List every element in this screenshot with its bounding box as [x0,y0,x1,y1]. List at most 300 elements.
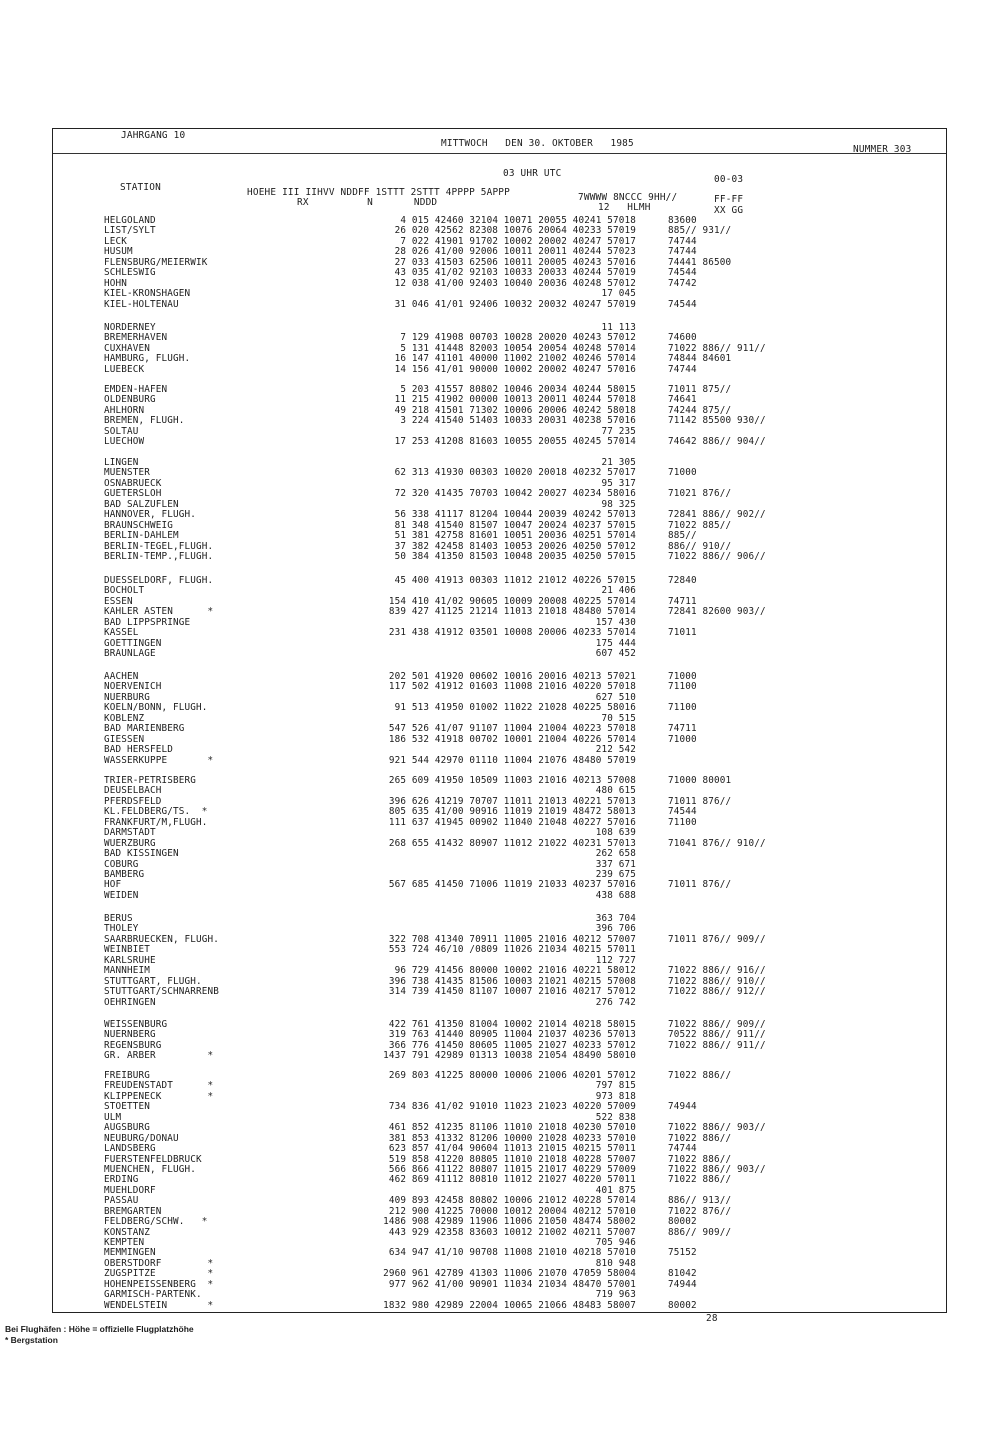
station-supplement: 74742 [668,277,697,289]
station-column-header: STATION [120,182,161,193]
station-name: THOLEY [104,923,139,935]
station-code-groups: 62 313 41930 00303 10020 20018 40232 57017 [394,467,636,479]
station-supplement: 71022 886// [668,1132,732,1144]
station-supplement: 71011 875// [668,384,732,395]
station-code-groups: 319 763 41440 80905 11004 21037 40236 57013 [388,1029,636,1041]
station-row [104,1144,766,1154]
station-code-groups: 98 325 [601,498,636,510]
station-name: BREMEN, FLUGH. [104,415,185,427]
station-supplement: 886// 910// [668,540,732,552]
code-column-subheader: RX N NDDD [297,197,438,208]
station-name: SOLTAU [104,425,139,437]
station-name: FREIBURG [104,1070,150,1081]
station-row [104,880,766,890]
station-name: HOHN [104,277,127,289]
station-name: BERLIN-DAHLEM [104,530,179,542]
station-supplement: 74944 [668,1278,697,1290]
station-supplement: 74711 [668,723,697,735]
station-code-groups: 17 253 41208 81603 10055 20055 40245 57014 [394,436,636,448]
station-code-groups: 805 635 41/00 90916 11019 21019 48472 58013 [388,806,636,818]
station-name: KONSTANZ [104,1226,150,1238]
station-row [104,945,766,955]
station-name: GOETTINGEN [104,637,162,649]
station-code-groups: 719 963 [595,1289,636,1301]
station-name: GIESSEN [104,733,145,745]
station-code-groups: 212 900 41225 70000 10012 20004 40212 57010 [388,1205,636,1217]
station-code-groups: 72 320 41435 70703 10042 20027 40234 58016 [394,488,636,500]
station-name: WEIDEN [104,889,139,901]
station-code-groups: 49 218 41501 71302 10006 20006 40242 58018 [394,404,636,416]
station-name: KEMPTEN [104,1237,145,1248]
station-name: FRANKFURT/M,FLUGH. [104,816,208,828]
station-code-groups: 438 688 [595,889,636,901]
station-supplement: 83600 [668,215,697,226]
station-supplement: 71022 886// 910// [668,975,766,987]
station-group-8 [104,914,766,1008]
station-code-groups: 3 224 41540 51403 10033 20031 40238 57016 [400,415,636,427]
station-name: BREMERHAVEN [104,332,168,344]
station-row [104,289,731,299]
station-supplement: 886// 909// [668,1226,732,1238]
station-code-groups: 366 776 41450 80605 11005 21027 40233 57012 [388,1039,636,1051]
station-row [104,649,766,659]
station-code-groups: 634 947 41/10 90708 11008 21010 40218 57010 [388,1247,636,1259]
station-supplement: 71011 876// [668,795,732,807]
station-code-groups: 212 542 [595,744,636,756]
station-code-groups: 239 675 [595,868,636,880]
station-name: AHLHORN [104,404,145,416]
station-name: BRAUNLAGE [104,648,156,660]
code-column-header: HOEHE III IIHVV NDDFF 1STTT 2STTT 4PPPP 5APPP [247,187,510,198]
station-code-groups: 202 501 41920 00602 10016 20016 40213 57021 [388,671,636,682]
station-name: BRAUNSCHWEIG [104,519,173,531]
station-name: FREUDENSTADT * [104,1080,214,1092]
station-supplement: 80002 [668,1299,697,1311]
station-name: MEMMINGEN [104,1247,156,1259]
station-supplement: 74544 [668,267,697,279]
station-code-groups: 705 946 [595,1237,636,1248]
station-name: EMDEN-HAFEN [104,384,168,395]
station-supplement: 74711 [668,595,697,607]
station-code-groups: 553 724 46/10 /0809 11026 21034 40215 57011 [388,944,636,956]
station-supplement: 72840 [668,575,697,586]
station-supplement: 71011 876// [668,879,732,891]
station-row [104,279,731,289]
station-name: NEUBURG/DONAU [104,1132,179,1144]
station-code-groups: 797 815 [595,1080,636,1092]
station-code-groups: 26 020 42562 82308 10076 20064 40233 57019 [394,225,636,237]
station-row [104,839,766,849]
station-code-groups: 96 729 41456 80000 10002 21016 40221 58012 [394,965,636,977]
station-row [104,860,766,870]
station-name: LANDSBERG [104,1143,156,1155]
station-name: WASSERKUPPE * [104,754,214,766]
station-row [104,987,766,997]
station-name: MUEHLDORF [104,1184,156,1196]
station-code-groups: 269 803 41225 80000 10006 21006 40201 57012 [388,1070,636,1081]
station-supplement: 71100 [668,816,697,828]
station-name: KOBLENZ [104,712,145,724]
station-code-groups: 381 853 41332 81206 10000 21028 40233 57010 [388,1132,636,1144]
station-name: ERDING [104,1174,139,1186]
station-code-groups: 231 438 41912 03501 10008 20006 40233 57014 [388,627,636,639]
station-supplement: 71022 886// [668,1174,732,1186]
station-supplement: 75152 [668,1247,697,1259]
station-name: ZUGSPITZE * [104,1268,214,1280]
station-name: KASSEL [104,627,139,639]
station-code-groups: 401 875 [595,1184,636,1196]
station-row [104,552,766,562]
station-name: STOETTEN [104,1101,150,1113]
station-supplement: 71022 886// 909// [668,1019,766,1030]
station-row [104,756,697,766]
station-name: MUENCHEN, FLUGH. [104,1163,196,1175]
header-rule [53,153,946,154]
station-name: BAD LIPPSPRINGE [104,616,191,628]
station-supplement: 71022 886// 903// [668,1163,766,1175]
station-code-groups: 7 129 41908 00703 10028 20020 40243 57012 [400,332,636,344]
station-row [104,891,766,901]
station-code-groups: 5 131 41448 82003 10054 20054 40248 57014 [400,342,636,354]
station-name: DARMSTADT [104,827,156,839]
station-name: WENDELSTEIN * [104,1299,214,1311]
station-name: KIEL-HOLTENAU [104,298,179,310]
station-group-1 [104,216,731,310]
station-code-groups: 839 427 41125 21214 11013 21018 48480 57014 [388,606,636,618]
station-supplement: 71000 80001 [668,775,732,786]
station-row [104,437,766,447]
station-code-groups: 28 026 41/00 92006 10011 20011 40244 57023 [394,246,636,258]
station-code-groups: 810 948 [595,1257,636,1269]
station-code-groups: 921 544 42970 01110 11004 21076 48480 57019 [388,754,636,766]
station-supplement: 74641 [668,394,697,406]
station-supplement: 886// 913// [668,1195,732,1207]
station-row [104,1228,766,1238]
station-code-groups: 627 510 [595,691,636,703]
station-code-groups: 2960 961 42789 41303 11006 21070 47059 58004 [383,1268,636,1280]
station-supplement: 71000 [668,733,697,745]
station-code-groups: 322 708 41340 70911 11005 21016 40212 57007 [388,933,636,945]
station-row [104,607,766,617]
station-name: BAMBERG [104,868,145,880]
issue-number: NUMMER 303 [853,144,912,155]
station-code-groups: 396 738 41435 81506 10003 21021 40215 57008 [388,975,636,987]
station-code-groups: 12 038 41/00 92403 10040 20036 40248 57012 [394,277,636,289]
station-supplement: 71022 886// 911// [668,1039,766,1051]
station-code-groups: 314 739 41450 81107 10007 21016 40217 57012 [388,986,636,998]
station-supplement: 74744 [668,1143,697,1155]
station-supplement: 71022 886// [668,1153,732,1165]
station-name: GR. ARBER * [104,1050,214,1062]
station-code-groups: 607 452 [595,648,636,660]
station-name: FELDBERG/SCHW. * [104,1216,208,1228]
station-supplement: 71011 876// 909// [668,933,766,945]
station-code-groups: 21 406 [601,585,636,597]
station-code-groups: 45 400 41913 00303 11012 21012 40226 57015 [394,575,636,586]
station-name: OBERSTDORF * [104,1257,214,1269]
station-name: NUERNBERG [104,1029,156,1041]
station-group-10 [104,1071,766,1311]
station-row [104,531,766,541]
station-supplement: 72841 82600 903// [668,606,766,618]
station-code-groups: 480 615 [595,785,636,797]
supplement-column-header: 7WWWW 8NCCC 9HH// [578,192,678,203]
issue-date: MITTWOCH DEN 30. OKTOBER 1985 [441,138,634,149]
station-code-groups: 734 836 41/02 91010 11023 21023 40220 57009 [388,1101,636,1113]
station-supplement: 71022 876// [668,1205,732,1217]
station-row [104,300,731,310]
station-code-groups: 51 381 42758 81601 10051 20036 40251 57014 [394,530,636,542]
station-supplement: 74744 [668,363,697,375]
station-name: LIST/SYLT [104,225,156,237]
station-code-groups: 566 866 41122 80807 11015 21017 40229 57009 [388,1163,636,1175]
station-supplement: 74642 886// 904// [668,436,766,448]
station-name: HUSUM [104,246,133,258]
station-supplement: 71022 886// [668,1070,732,1081]
right-column-header-3: XX GG [714,205,744,216]
station-code-groups: 1486 908 42989 11906 11006 21050 48474 58002 [383,1216,636,1228]
station-row [104,489,766,499]
station-name: GUETERSLOH [104,488,162,500]
station-name: LINGEN [104,457,139,468]
station-name: WUERZBURG [104,837,156,849]
station-supplement: 71022 886// 916// [668,965,766,977]
station-supplement: 71022 886// 912// [668,986,766,998]
station-group-3 [104,385,766,448]
station-code-groups: 43 035 41/02 92103 10033 20033 40244 57019 [394,267,636,279]
station-name: ESSEN [104,595,133,607]
station-code-groups: 81 348 41540 81507 10047 20024 40237 57015 [394,519,636,531]
station-name: OLDENBURG [104,394,156,406]
station-code-groups: 1832 980 42989 22004 10065 21066 48483 58007 [383,1299,636,1311]
station-code-groups: 7 022 41901 91702 10002 20002 40247 57017 [400,235,636,247]
observation-time: 03 UHR UTC [503,168,562,179]
station-code-groups: 623 857 41/04 90604 11013 21015 40215 57011 [388,1143,636,1155]
station-name: CUXHAVEN [104,342,150,354]
station-code-groups: 409 893 42458 80802 10006 21012 40228 57014 [388,1195,636,1207]
station-code-groups: 17 045 [601,288,636,300]
station-name: HOF [104,879,122,891]
station-supplement: 74600 [668,332,697,344]
right-column-header-1: 00-03 [714,174,744,185]
station-code-groups: 14 156 41/01 90000 10002 20002 40247 57016 [394,363,636,375]
station-name: BREMGARTEN [104,1205,162,1217]
station-code-groups: 1437 791 42989 01313 10038 21054 48490 58010 [383,1050,636,1062]
station-name: FLENSBURG/MEIERWIK [104,256,208,268]
station-name: ULM [104,1111,122,1123]
station-code-groups: 56 338 41117 81204 10044 20039 40242 57013 [394,509,636,521]
station-code-groups: 443 929 42358 83603 10012 21002 40211 57007 [388,1226,636,1238]
station-row [104,416,766,426]
station-row [104,1051,766,1061]
station-supplement: 81042 [668,1268,697,1280]
station-name: BERUS [104,913,133,924]
station-code-groups: 973 818 [595,1090,636,1102]
station-row [104,639,766,649]
station-supplement: 74744 [668,246,697,258]
station-code-groups: 265 609 41950 10509 11003 21016 40213 57008 [388,775,636,786]
station-name: KLIPPENECK * [104,1090,214,1102]
station-group-7 [104,776,766,901]
station-supplement: 71021 876// [668,488,732,500]
station-code-groups: 422 761 41350 81004 10002 21014 40218 58015 [388,1019,636,1030]
station-row [104,745,697,755]
station-name: WEINBIET [104,944,150,956]
station-row [104,776,766,786]
station-code-groups: 11 215 41902 00000 10013 20011 40244 57018 [394,394,636,406]
station-name: WEISSENBURG [104,1019,168,1030]
station-name: SCHLESWIG [104,267,156,279]
station-code-groups: 461 852 41235 81106 11010 21018 40230 57010 [388,1122,636,1134]
volume-label: JAHRGANG 10 [121,130,186,141]
station-supplement: 71000 [668,467,697,479]
station-code-groups: 16 147 41101 40000 11002 21002 40246 57014 [394,353,636,365]
station-supplement: 72841 886// 902// [668,509,766,521]
station-group-4 [104,458,766,562]
station-name: NORDERNEY [104,322,156,333]
station-name: COBURG [104,858,139,870]
station-name: NOERVENICH [104,681,162,693]
station-code-groups: 95 317 [601,477,636,489]
station-code-groups: 519 858 41220 80805 11010 21018 40228 57007 [388,1153,636,1165]
station-name: KARLSRUHE [104,954,156,966]
station-name: STUTTGART/SCHNARRENB [104,986,219,998]
station-code-groups: 547 526 41/07 91107 11004 21004 40223 57018 [388,723,636,735]
station-code-groups: 186 532 41918 00702 10001 21004 40226 57014 [388,733,636,745]
station-name: AACHEN [104,671,139,682]
station-name: KAHLER ASTEN * [104,606,214,618]
station-supplement: 74744 [668,235,697,247]
station-code-groups: 91 513 41950 01002 11022 21028 40225 58016 [394,702,636,714]
station-code-groups: 117 502 41912 01603 11008 21016 40220 57018 [388,681,636,693]
station-name: KOELN/BONN, FLUGH. [104,702,208,714]
station-code-groups: 112 727 [595,954,636,966]
station-code-groups: 11 113 [601,322,636,333]
station-code-groups: 337 671 [595,858,636,870]
station-supplement: 74844 84601 [668,353,732,365]
station-supplement: 74544 [668,298,697,310]
station-code-groups: 175 444 [595,637,636,649]
station-group-9 [104,1020,766,1062]
station-code-groups: 276 742 [595,996,636,1008]
station-code-groups: 21 305 [601,457,636,468]
station-name: OSNABRUECK [104,477,162,489]
station-code-groups: 977 962 41/00 90901 11034 21034 48470 57001 [388,1278,636,1290]
station-name: BOCHOLT [104,585,145,597]
supplement-column-subheader: 12 HLMH [598,202,651,213]
station-name: SAARBRUECKEN, FLUGH. [104,933,219,945]
station-code-groups: 31 046 41/01 92406 10032 20032 40247 57019 [394,298,636,310]
station-name: KIEL-KRONSHAGEN [104,288,191,300]
station-row [104,1102,766,1112]
station-row [104,1280,766,1290]
station-supplement: 71100 [668,681,697,693]
station-supplement: 885// 931// [668,225,732,237]
page-number: 28 [706,1313,718,1324]
station-name: FUERSTENFELDBRUCK [104,1153,202,1165]
station-supplement: 74544 [668,806,697,818]
station-code-groups: 27 033 41503 62506 10011 20005 40243 57016 [394,256,636,268]
station-code-groups: 154 410 41/02 90605 10009 20008 40225 57014 [388,595,636,607]
station-name: NUERBURG [104,691,150,703]
station-row [104,1301,766,1311]
station-code-groups: 262 658 [595,848,636,860]
station-supplement: 71011 [668,627,697,639]
station-name: HELGOLAND [104,215,156,226]
station-name: GARMISCH-PARTENK. [104,1289,202,1301]
station-code-groups: 111 637 41945 00902 11040 21048 40227 57016 [388,816,636,828]
station-code-groups: 37 382 42458 81403 10053 20026 40250 57012 [394,540,636,552]
station-row [104,576,766,586]
station-supplement: 71100 [668,702,697,714]
station-name: PFERDSFELD [104,795,162,807]
station-code-groups: 5 203 41557 80802 10046 20034 40244 58015 [400,384,636,395]
station-supplement: 71022 886// 911// [668,342,766,354]
station-supplement: 71022 886// 903// [668,1122,766,1134]
footnote-mountain-station: * Bergstation [5,1335,58,1345]
station-name: AUGSBURG [104,1122,150,1134]
station-name: BAD SALZUFLEN [104,498,179,510]
station-row [104,468,766,478]
station-supplement: 74944 [668,1101,697,1113]
right-column-header-2: FF-FF [714,194,744,205]
station-name: BAD KISSINGEN [104,848,179,860]
station-name: DUESSELDORF, FLUGH. [104,575,214,586]
station-name: PASSAU [104,1195,139,1207]
station-row [104,1217,766,1227]
station-row [104,628,766,638]
station-name: BAD HERSFELD [104,744,173,756]
station-name: HOHENPEISSENBERG * [104,1278,214,1290]
station-code-groups: 522 838 [595,1111,636,1123]
station-supplement: 80002 [668,1216,697,1228]
station-code-groups: 396 706 [595,923,636,935]
station-name: HAMBURG, FLUGH. [104,353,191,365]
station-name: KL.FELDBERG/TS. * [104,806,208,818]
station-code-groups: 77 235 [601,425,636,437]
station-name: STUTTGART, FLUGH. [104,975,202,987]
station-name: LUECHOW [104,436,145,448]
station-group-2 [104,323,766,375]
station-name: TRIER-PETRISBERG [104,775,196,786]
station-group-5 [104,576,766,660]
station-name: DEUSELBACH [104,785,162,797]
station-supplement: 885// [668,530,697,542]
station-name: MUENSTER [104,467,150,479]
station-supplement: 70522 886// 911// [668,1029,766,1041]
station-name: BERLIN-TEMP.,FLUGH. [104,550,214,562]
station-row [104,818,766,828]
station-name: BAD MARIENBERG [104,723,185,735]
station-code-groups: 108 639 [595,827,636,839]
station-row [104,914,766,924]
station-supplement: 71022 886// 906// [668,550,766,562]
station-code-groups: 50 384 41350 81503 10048 20035 40250 57015 [394,550,636,562]
station-code-groups: 462 869 41112 80810 11012 21027 40220 57011 [388,1174,636,1186]
station-name: HANNOVER, FLUGH. [104,509,196,521]
station-name: REGENSBURG [104,1039,162,1051]
station-code-groups: 268 655 41432 80907 11012 21022 40231 57013 [388,837,636,849]
station-name: BERLIN-TEGEL,FLUGH. [104,540,214,552]
station-name: LUEBECK [104,363,145,375]
station-supplement: 71000 [668,671,697,682]
station-supplement: 71041 876// 910// [668,837,766,849]
station-code-groups: 4 015 42460 32104 10071 20055 40241 57018 [400,215,636,226]
station-supplement: 71142 85500 930// [668,415,766,427]
station-code-groups: 396 626 41219 70707 11011 21013 40221 57013 [388,795,636,807]
station-supplement: 71022 885// [668,519,732,531]
station-code-groups: 363 704 [595,913,636,924]
